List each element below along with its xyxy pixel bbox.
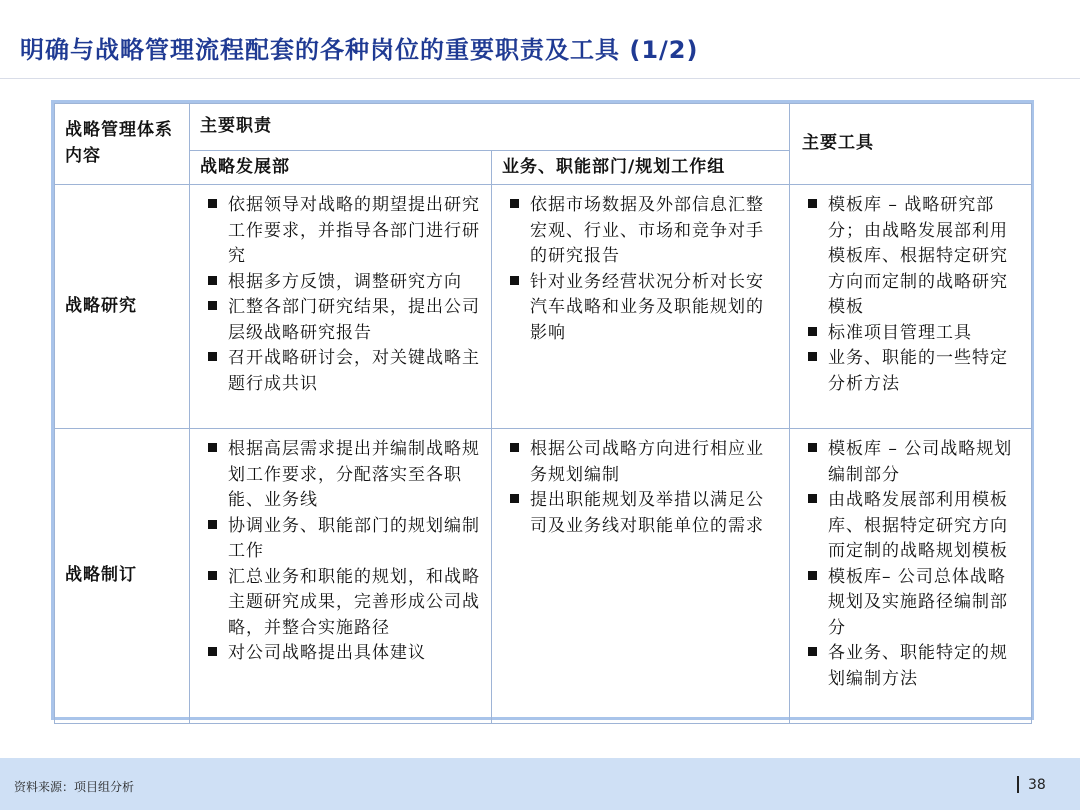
list-item: 针对业务经营状况分析对长安汽车战略和业务及职能规划的影响 bbox=[506, 270, 781, 347]
list-item: 由战略发展部利用模板库、根据特定研究方向而定制的战略规划模板 bbox=[804, 488, 1023, 565]
square-bullet-icon bbox=[208, 647, 217, 656]
source-note: 资料来源：项目组分析 bbox=[14, 780, 135, 794]
square-bullet-icon bbox=[208, 352, 217, 361]
header-business-depts: 业务、职能部门/规划工作组 bbox=[492, 151, 790, 185]
list-item: 提出职能规划及举措以满足公司及业务线对职能单位的需求 bbox=[506, 488, 781, 539]
row-label-strategy-research: 战略研究 bbox=[55, 185, 190, 429]
list-item: 标准项目管理工具 bbox=[804, 321, 1023, 347]
bullet-list bbox=[492, 185, 789, 346]
header-responsibilities: 主要职责 bbox=[190, 104, 790, 151]
cell-strategy-formulation-dept bbox=[190, 429, 492, 724]
list-item: 根据高层需求提出并编制战略规划工作要求，分配落实至各职能、业务线 bbox=[204, 437, 483, 514]
square-bullet-icon bbox=[808, 443, 817, 452]
list-item: 汇整各部门研究结果，提出公司层级战略研究报告 bbox=[204, 295, 483, 346]
table-row bbox=[55, 185, 1032, 429]
list-item: 依据领导对战略的期望提出研究工作要求，并指导各部门进行研究 bbox=[204, 193, 483, 270]
square-bullet-icon bbox=[808, 352, 817, 361]
cell-strategy-research-tools bbox=[790, 185, 1032, 429]
bullet-list bbox=[492, 429, 789, 539]
header-tools: 主要工具 bbox=[790, 104, 1032, 185]
cell-strategy-research-dept bbox=[190, 185, 492, 429]
bullet-list bbox=[190, 429, 491, 667]
page-divider bbox=[1017, 776, 1019, 793]
list-item: 依据市场数据及外部信息汇整宏观、行业、市场和竞争对手的研究报告 bbox=[506, 193, 781, 270]
list-item: 协调业务、职能部门的规划编制工作 bbox=[204, 514, 483, 565]
header-system-content: 战略管理体系内容 bbox=[55, 104, 190, 185]
list-item: 模板库 – 战略研究部分；由战略发展部利用模板库、根据特定研究方向而定制的战略研究模板 bbox=[804, 193, 1023, 321]
cell-strategy-research-business bbox=[492, 185, 790, 429]
table-row bbox=[55, 429, 1032, 724]
list-item: 汇总业务和职能的规划，和战略主题研究成果，完善形成公司战略，并整合实施路径 bbox=[204, 565, 483, 642]
row-label-strategy-formulation: 战略制订 bbox=[55, 429, 190, 724]
footer-bar bbox=[0, 758, 1080, 810]
header-strategy-dept: 战略发展部 bbox=[190, 151, 492, 185]
square-bullet-icon bbox=[510, 494, 519, 503]
square-bullet-icon bbox=[808, 494, 817, 503]
square-bullet-icon bbox=[808, 199, 817, 208]
cell-strategy-formulation-business bbox=[492, 429, 790, 724]
square-bullet-icon bbox=[510, 443, 519, 452]
bullet-list bbox=[790, 429, 1031, 692]
square-bullet-icon bbox=[208, 520, 217, 529]
square-bullet-icon bbox=[510, 199, 519, 208]
square-bullet-icon bbox=[808, 327, 817, 336]
page-number: 38 bbox=[1028, 777, 1046, 793]
responsibility-table bbox=[51, 100, 1034, 720]
title-divider bbox=[0, 78, 1080, 79]
square-bullet-icon bbox=[208, 276, 217, 285]
square-bullet-icon bbox=[208, 301, 217, 310]
list-item: 根据公司战略方向进行相应业务规划编制 bbox=[506, 437, 781, 488]
square-bullet-icon bbox=[808, 571, 817, 580]
square-bullet-icon bbox=[808, 647, 817, 656]
list-item: 模板库– 公司总体战略规划及实施路径编制部分 bbox=[804, 565, 1023, 642]
square-bullet-icon bbox=[208, 571, 217, 580]
square-bullet-icon bbox=[208, 443, 217, 452]
cell-strategy-formulation-tools bbox=[790, 429, 1032, 724]
page-title: 明确与战略管理流程配套的各种岗位的重要职责及工具 (1/2) bbox=[20, 36, 699, 64]
bullet-list bbox=[190, 185, 491, 397]
list-item: 业务、职能的一些特定分析方法 bbox=[804, 346, 1023, 397]
square-bullet-icon bbox=[510, 276, 519, 285]
square-bullet-icon bbox=[208, 199, 217, 208]
list-item: 召开战略研讨会，对关键战略主题行成共识 bbox=[204, 346, 483, 397]
list-item: 模板库 – 公司战略规划编制部分 bbox=[804, 437, 1023, 488]
bullet-list bbox=[790, 185, 1031, 397]
list-item: 根据多方反馈，调整研究方向 bbox=[204, 270, 483, 296]
list-item: 对公司战略提出具体建议 bbox=[204, 641, 483, 667]
list-item: 各业务、职能特定的规划编制方法 bbox=[804, 641, 1023, 692]
